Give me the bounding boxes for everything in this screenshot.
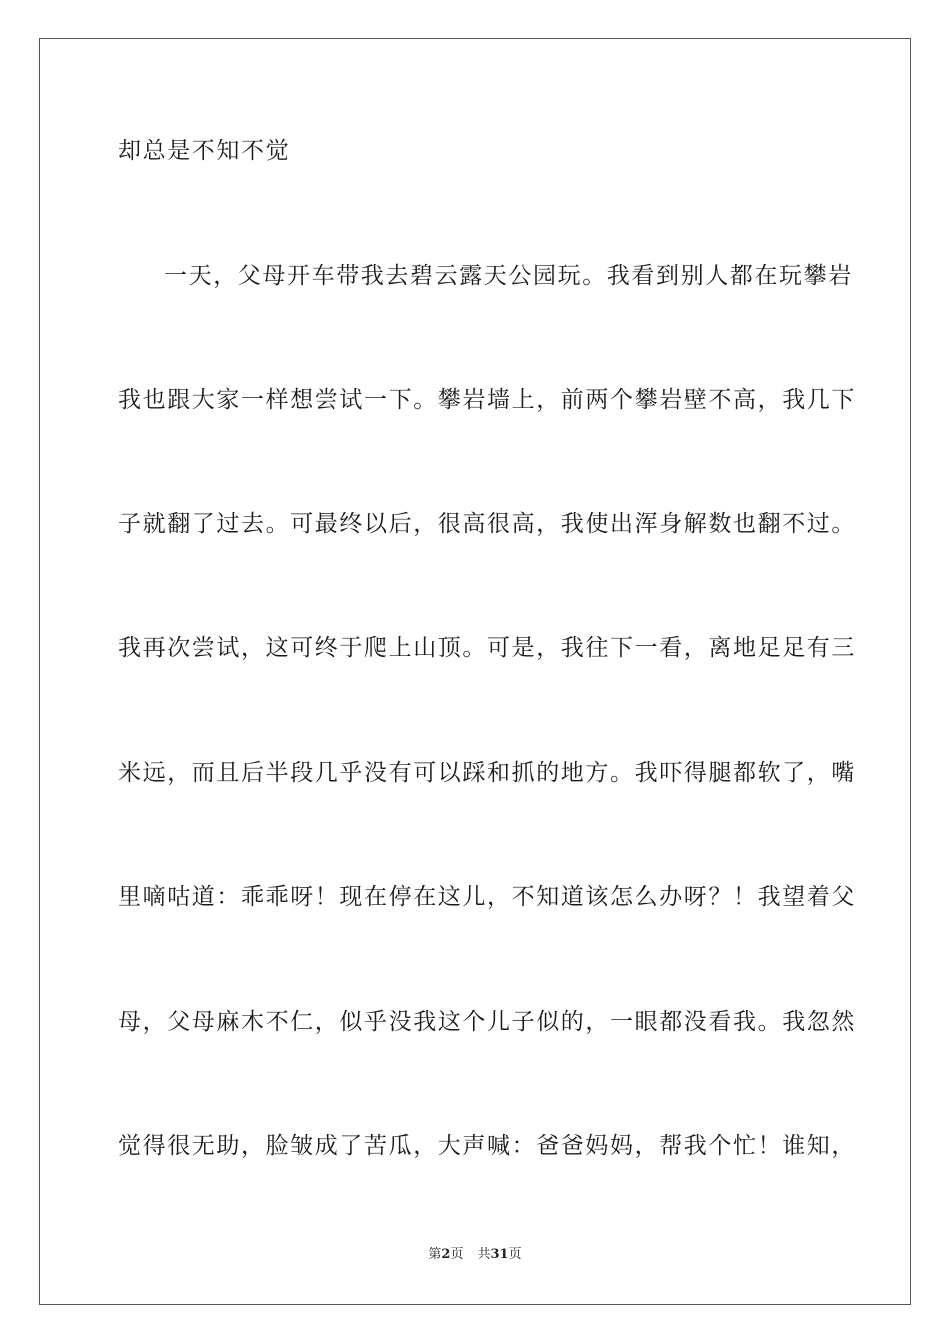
- total-suffix: 页: [508, 1247, 522, 1262]
- text-line: 里嘀咕道：乖乖呀！现在停在这儿，不知道该怎么办呀？！我望着父: [118, 884, 856, 910]
- page-footer: [0, 1246, 950, 1264]
- page-prefix: 第: [428, 1247, 442, 1262]
- paragraph-first-line: 一天，父母开车带我去碧云露天公园玩。我看到别人都在玩攀岩: [164, 263, 853, 289]
- page-number-label: [428, 1247, 463, 1262]
- text-line: 我再次尝试，这可终于爬上山顶。可是，我往下一看，离地足足有三: [118, 635, 856, 661]
- text-line: 却总是不知不觉: [118, 138, 291, 164]
- page-suffix: 页: [450, 1247, 464, 1262]
- total-pages: 31: [490, 1247, 509, 1262]
- text-line: 觉得很无助，脸皱成了苦瓜，大声喊：爸爸妈妈，帮我个忙！谁知，: [118, 1133, 856, 1159]
- page-border: [39, 38, 911, 1305]
- text-line: 米远，而且后半段几乎没有可以踩和抓的地方。我吓得腿都软了，嘴: [118, 760, 856, 786]
- text-line: 我也跟大家一样想尝试一下。攀岩墙上，前两个攀岩壁不高，我几下: [118, 387, 856, 413]
- page-number: 2: [441, 1247, 451, 1262]
- total-prefix: 共: [477, 1247, 491, 1262]
- text-line: 母，父母麻木不仁，似乎没我这个儿子似的，一眼都没看我。我忽然: [118, 1009, 856, 1035]
- text-line: 子就翻了过去。可最终以后，很高很高，我使出浑身解数也翻不过。: [118, 511, 856, 537]
- total-pages-label: [477, 1247, 521, 1262]
